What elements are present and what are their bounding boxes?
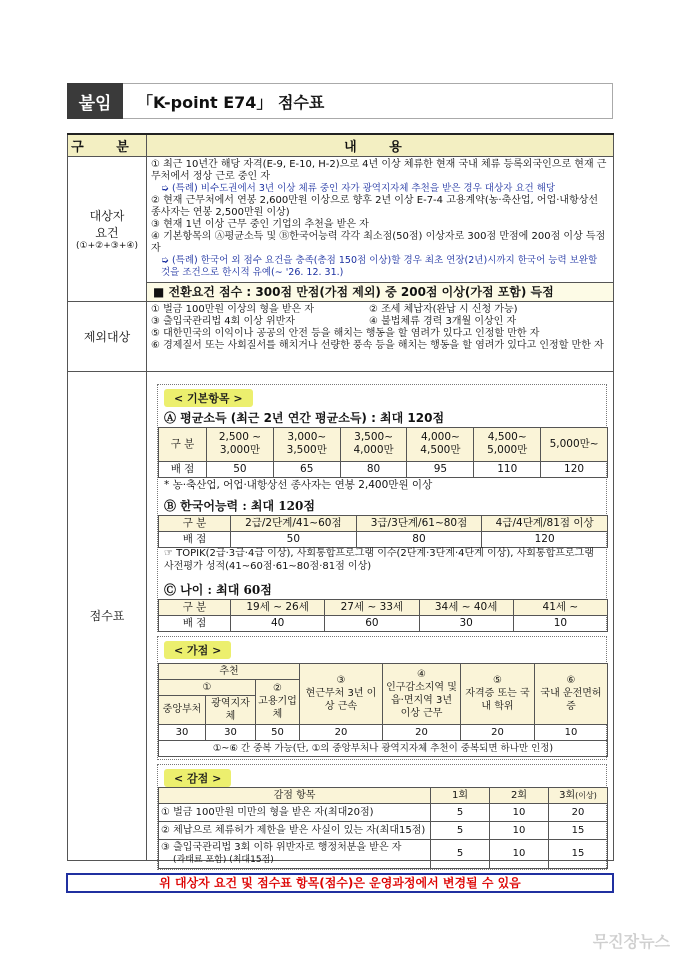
eligibility-item-2: ② 현재 근무처에서 연봉 2,600만원 이상으로 향후 2년 이상 E-7-4 고용계약(농·축산업, 어업·내항상선 종사자는 연봉 2,500만원 이상) <box>151 194 599 218</box>
bonus-point: 50 <box>256 724 300 740</box>
age-table <box>158 599 608 632</box>
income-point: 50 <box>207 461 274 477</box>
income-point: 65 <box>273 461 340 477</box>
document-title: 「K-point E74」 점수표 <box>123 83 613 119</box>
penalty-table: 감점 항목 1회 2회 3회(이상) ① 벌금 100만원 미만의 형을 받은 자(최대20점) 5 10 20 ② 체납으로 체류허가 제한을 받은 사실이 있는 자(최대15점) 5 10 15 ③ 출입국관리법 3회 이하 위반자로 행정처분을 받은 자 (과태료 포함) (최대15점) 5 10 15 <box>158 787 608 869</box>
korean-header-cell: 구 분 <box>159 515 231 531</box>
income-range: 2,500 ~ 3,000만 <box>207 427 274 461</box>
income-range: 5,000만~ <box>541 427 608 461</box>
bonus-r1: ① <box>159 679 256 695</box>
penalty-h-item: 감점 항목 <box>159 787 431 803</box>
korean-table <box>158 515 608 548</box>
eligibility-special-4: ➭ (특례) 한국어 외 점수 요건을 충족(총점 150점 이상)할 경우 최초 연장(2년)시까지 한국어 능력 보완할 것을 조건으로 한시적 유예(∼ '26. 12. 31.) <box>161 254 598 278</box>
exclusion-content <box>147 301 614 371</box>
bonus-point: 10 <box>535 724 608 740</box>
penalty-row-2: ② 체납으로 체류허가 제한을 받은 사실이 있는 자(최대15점) <box>159 821 431 839</box>
income-note: * 농·축산업, 어업·내항상선 종사자는 연봉 2,400만원 이상 <box>164 478 433 491</box>
korean-point: 80 <box>356 531 482 547</box>
income-point: 80 <box>340 461 407 477</box>
exclusion-item-6: ⑥ 경제질서 또는 사회질서를 해치거나 선량한 풍속 등을 해치는 행동을 할 염려가 있다고 인정할 만한 자 <box>151 339 604 351</box>
penalty-section <box>157 764 607 870</box>
korean-points-label: 배 점 <box>159 531 231 547</box>
eligibility-label: 대상자 요건 (①+②+③+④) <box>68 156 147 301</box>
korean-cat: 4급/4단계/81점 이상 <box>482 515 608 531</box>
age-header-cell: 구 분 <box>159 599 231 615</box>
penalty-row-1: ① 벌금 100만원 미만의 형을 받은 자(최대20점) <box>159 803 431 821</box>
eligibility-item-3: ③ 현재 1년 이상 근무 중인 기업의 추천을 받은 자 <box>151 218 369 230</box>
korean-point: 120 <box>482 531 608 547</box>
korean-cat: 2급/2단계/41~60점 <box>231 515 357 531</box>
income-range: 4,500~ 5,000만 <box>474 427 541 461</box>
bonus-pill: < 가점 > <box>164 641 231 659</box>
income-range: 3,500~ 4,000만 <box>340 427 407 461</box>
age-point: 10 <box>513 615 607 631</box>
score-table <box>67 133 614 865</box>
bonus-c3: 현근무처 3년 이상 근속 <box>305 688 377 712</box>
bonus-point: 20 <box>300 724 383 740</box>
income-points-label: 배 점 <box>159 461 207 477</box>
col-category: 구 분 <box>68 134 147 156</box>
eligibility-item-4: ④ 기본항목의 Ⓐ평균소득 및 Ⓑ한국어능력 각각 최소점(50점) 이상자로 300점 만점에 200점 이상 득점자 <box>151 230 606 254</box>
penalty-h3: 3회(이상) <box>549 787 608 803</box>
bonus-point: 20 <box>461 724 535 740</box>
bonus-section <box>157 636 607 760</box>
basic-pill: < 기본항목 > <box>164 389 253 407</box>
age-cat: 34세 ~ 40세 <box>419 599 513 615</box>
document-header <box>67 83 613 119</box>
bonus-point: 30 <box>206 724 256 740</box>
bonus-c5: 자격증 또는 국내 학위 <box>465 688 530 712</box>
income-point: 120 <box>541 461 608 477</box>
penalty-h1: 1회 <box>431 787 490 803</box>
korean-cat: 3급/3단계/61~80점 <box>356 515 482 531</box>
age-point: 40 <box>231 615 325 631</box>
bonus-r1b: 광역지자체 <box>206 695 256 724</box>
income-point: 95 <box>407 461 474 477</box>
age-points-label: 배 점 <box>159 615 231 631</box>
income-title: Ⓐ 평균소득 (최근 2년 연간 평균소득) : 최대 120점 <box>164 410 445 425</box>
income-point: 110 <box>474 461 541 477</box>
bonus-c4: 인구감소지역 및 읍·면지역 3년 이상 근무 <box>386 681 457 719</box>
exclusion-item-4: ④ 불법체류 경력 3개월 이상인 자 <box>369 315 517 327</box>
footer-notice: 위 대상자 요건 및 점수표 항목(점수)은 운영과정에서 변경될 수 있음 <box>66 873 614 893</box>
score-label: 점수표 <box>68 371 147 861</box>
korean-note: ☞ TOPIK(2급·3급·4급 이상), 사회통합프로그램 이수(2단계·3단계·4단계 이상), 사회통합프로그램 사전평가 성적(41~60점·61~80점·81점 이상) <box>164 547 594 572</box>
conversion-requirement: ■ 전환요건 점수 : 300점 만점(가점 제외) 중 200점 이상(가점 포함) 득점 <box>147 282 613 301</box>
age-title: Ⓒ 나이 : 최대 60점 <box>164 582 272 597</box>
penalty-h2: 2회 <box>490 787 549 803</box>
income-header-cell: 구 분 <box>159 427 207 461</box>
bonus-c6: 국내 운전면허증 <box>540 688 602 712</box>
basic-section <box>157 384 607 632</box>
age-point: 30 <box>419 615 513 631</box>
income-table <box>158 427 608 478</box>
bonus-point: 30 <box>159 724 206 740</box>
exclusion-item-1: ① 벌금 100만원 이상의 형을 받은 자 <box>151 303 315 315</box>
income-range: 3,000~ 3,500만 <box>273 427 340 461</box>
penalty-row-3: ③ 출입국관리법 3회 이하 위반자로 행정처분을 받은 자 (과태료 포함) (최대15점) <box>159 839 431 868</box>
score-content <box>147 371 614 865</box>
col-content: 내 용 <box>147 134 614 156</box>
bonus-r2a: 고용기업체 <box>258 696 297 720</box>
korean-point: 50 <box>231 531 357 547</box>
age-cat: 27세 ~ 33세 <box>325 599 419 615</box>
eligibility-content <box>147 156 614 301</box>
exclusion-item-2: ② 조세 체납자(완납 시 신청 가능) <box>369 303 518 315</box>
penalty-pill: < 감점 > <box>164 769 231 787</box>
age-cat: 19세 ~ 26세 <box>231 599 325 615</box>
eligibility-item-1: ① 최근 10년간 해당 자격(E-9, E-10, H-2)으로 4년 이상 체류한 현재 국내 체류 등록외국인으로 현재 근무처에서 정상 근로 중인 자 <box>151 158 607 182</box>
attachment-tag: 붙임 <box>67 83 123 119</box>
bonus-point: 20 <box>383 724 461 740</box>
bonus-r1a: 중앙부처 <box>159 695 206 724</box>
exclusion-item-5: ⑤ 대한민국의 이익이나 공공의 안전 등을 해치는 행동을 할 염려가 있다고 인정할 만한 자 <box>151 327 540 339</box>
income-range: 4,000~ 4,500만 <box>407 427 474 461</box>
korean-title: Ⓑ 한국어능력 : 최대 120점 <box>164 498 315 513</box>
exclusion-label: 제외대상 <box>68 301 147 371</box>
bonus-note: ①~⑥ 간 중복 가능(단, ①의 중앙부처나 광역지자체 추천이 중복되면 하나만 인정) <box>159 740 608 756</box>
exclusion-item-3: ③ 출입국관리법 4회 이상 위반자 <box>151 315 295 327</box>
bonus-recommend: 추천 <box>159 663 300 679</box>
age-cat: 41세 ~ <box>513 599 607 615</box>
eligibility-special-1: ➭ (특례) 비수도권에서 3년 이상 체류 중인 자가 광역지자체 추천을 받은 경우 대상자 요건 해당 <box>161 182 556 194</box>
bonus-table: 추천 ③ 현근무처 3년 이상 근속 ④ 인구감소지역 및 읍·면지역 3년 이상 근무 ⑤ 자격증 또는 국내 학위 ⑥ 국내 운전면허증 ① ② 고용기업체 중앙부처 광역지자체 30 30 50 20 20 20 10 ①~⑥ 간 중복 가능(단, ①의 중앙부처나 광역지자체 추천이 중복되면 하나만 인정) <box>158 663 608 757</box>
age-point: 60 <box>325 615 419 631</box>
watermark-logo: 무진장뉴스 <box>592 932 670 951</box>
